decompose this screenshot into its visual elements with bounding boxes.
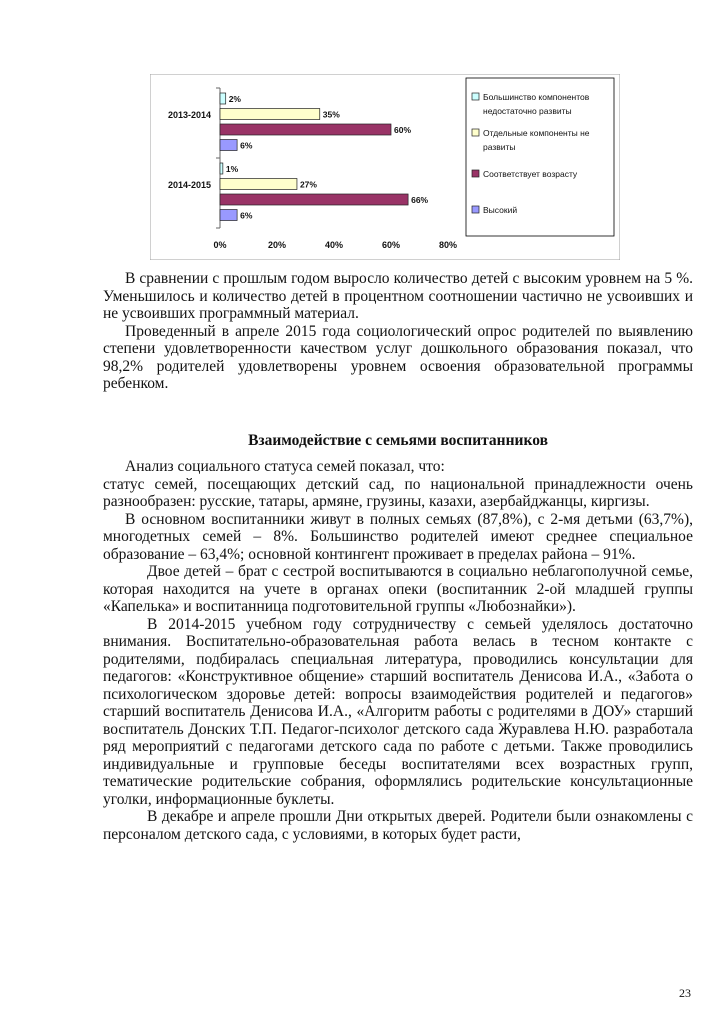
bar xyxy=(220,140,237,151)
x-tick-label: 80% xyxy=(438,240,458,250)
bar xyxy=(220,124,391,135)
paragraph-comparison: В сравнении с прошлым годом выросло количество детей с высоким уровнем на 5 %. Уменьшилось и количество детей в процентном соотношении частично не усвоивших и не усвоивших программный материал. xyxy=(103,270,693,322)
legend-label: Соответствует возрасту xyxy=(483,169,578,179)
bar-chart-svg xyxy=(150,74,620,260)
paragraph-families: В основном воспитанники живут в полных семьях (87,8%), с 2-мя детьми (63,7%), многодетных семей – 8%. Большинство родителей имеют среднее специальное образование – 63,4%; основной контингент проживает в пределах района – 91%. xyxy=(103,510,693,563)
category-label: 2014-2015 xyxy=(167,180,211,190)
category-label: 2013-2014 xyxy=(167,110,211,120)
data-label: 27% xyxy=(299,179,317,190)
x-tick-label: 0% xyxy=(213,240,227,250)
bar xyxy=(220,109,320,120)
bar-chart xyxy=(150,74,620,260)
legend-label: Большинство компонентов xyxy=(483,92,590,102)
data-label: 2% xyxy=(228,94,241,104)
data-label: 35% xyxy=(322,109,340,120)
legend-label: Высокий xyxy=(483,205,518,215)
paragraph-disadvantaged: Двое детей – брат с сестрой воспитываются в социально неблагополучной семье, которая находится на учете в органах опеки (воспитанник 2-ой младшей группы «Капелька» и воспитанница подготовительной группы «Любознайки»). xyxy=(103,563,693,615)
data-label: 60% xyxy=(394,125,412,135)
bar xyxy=(220,194,408,205)
legend-swatch xyxy=(472,93,479,100)
bar xyxy=(220,179,297,190)
section-heading: Взаимодействие с семьями воспитанников xyxy=(248,432,548,449)
data-label: 1% xyxy=(225,164,239,174)
paragraph-cooperation: В 2014-2015 учебном году сотрудничеству с семьей уделялось достаточно внимания. Воспитательно-образовательная работа велась в тесном контакте с родителями, подбиралась специальная литература, проводились консультации для педагогов: «Конструктивное общение» старший воспитатель Денисова И.А., «Забота о психологическом здоровье детей: вопросы взаимодействия родителей и педагогов» старший воспитатель Денисова И.А., «Алгоритм работы с родителями в ДОУ» старший воспитатель Донских Т.П. Педагог-психолог детского сада Журавлева Н.Ю. разработала ряд мероприятий с педагогами детского сада по работе с детьми. Также проводились индивидуальные и групповые беседы воспитателями всех возрастных групп, тематические родительские собрания, оформлялись родительские консультационные уголки, информационные буклеты. xyxy=(103,615,693,808)
legend-label: недостаточно развиты xyxy=(483,106,572,116)
data-label: 6% xyxy=(240,140,253,151)
legend-swatch xyxy=(472,170,479,177)
legend-label: развиты xyxy=(483,142,516,152)
text-after-heading xyxy=(103,458,693,843)
data-label: 66% xyxy=(411,195,429,205)
page-number: 23 xyxy=(679,986,691,1000)
paragraph-social-status: Анализ социального статуса семей показал, что: xyxy=(125,458,445,475)
legend-label: Отдельные компоненты не xyxy=(483,128,590,138)
paragraph-nationality: статус семей, посещающих детский сад, по национальной принадлежности очень разнообразен: русские, татары, армяне, грузины, казахи, азербайджанцы, киргизы. xyxy=(103,475,693,510)
data-label: 6% xyxy=(240,210,253,221)
x-tick-label: 20% xyxy=(267,240,287,250)
bar xyxy=(220,93,226,104)
paragraph-survey: Проведенный в апреле 2015 года социологический опрос родителей по выявлению степени удовлетворенности качеством услуг дошкольного образования показал, что 98,2% родителей удовлетворены уровнем освоения образовательной программы ребенком. xyxy=(103,322,693,392)
bar xyxy=(220,210,237,221)
x-tick-label: 60% xyxy=(381,240,401,250)
legend-swatch xyxy=(472,129,479,136)
paragraph-open-doors: В декабре и апреле прошли Дни открытых дверей. Родители были ознакомлены с персоналом детского сада, с условиями, в которых будет расти, xyxy=(103,808,693,843)
text-before-heading xyxy=(103,270,693,393)
x-tick-label: 40% xyxy=(324,240,344,250)
legend-swatch xyxy=(472,206,479,213)
bar xyxy=(220,163,223,174)
